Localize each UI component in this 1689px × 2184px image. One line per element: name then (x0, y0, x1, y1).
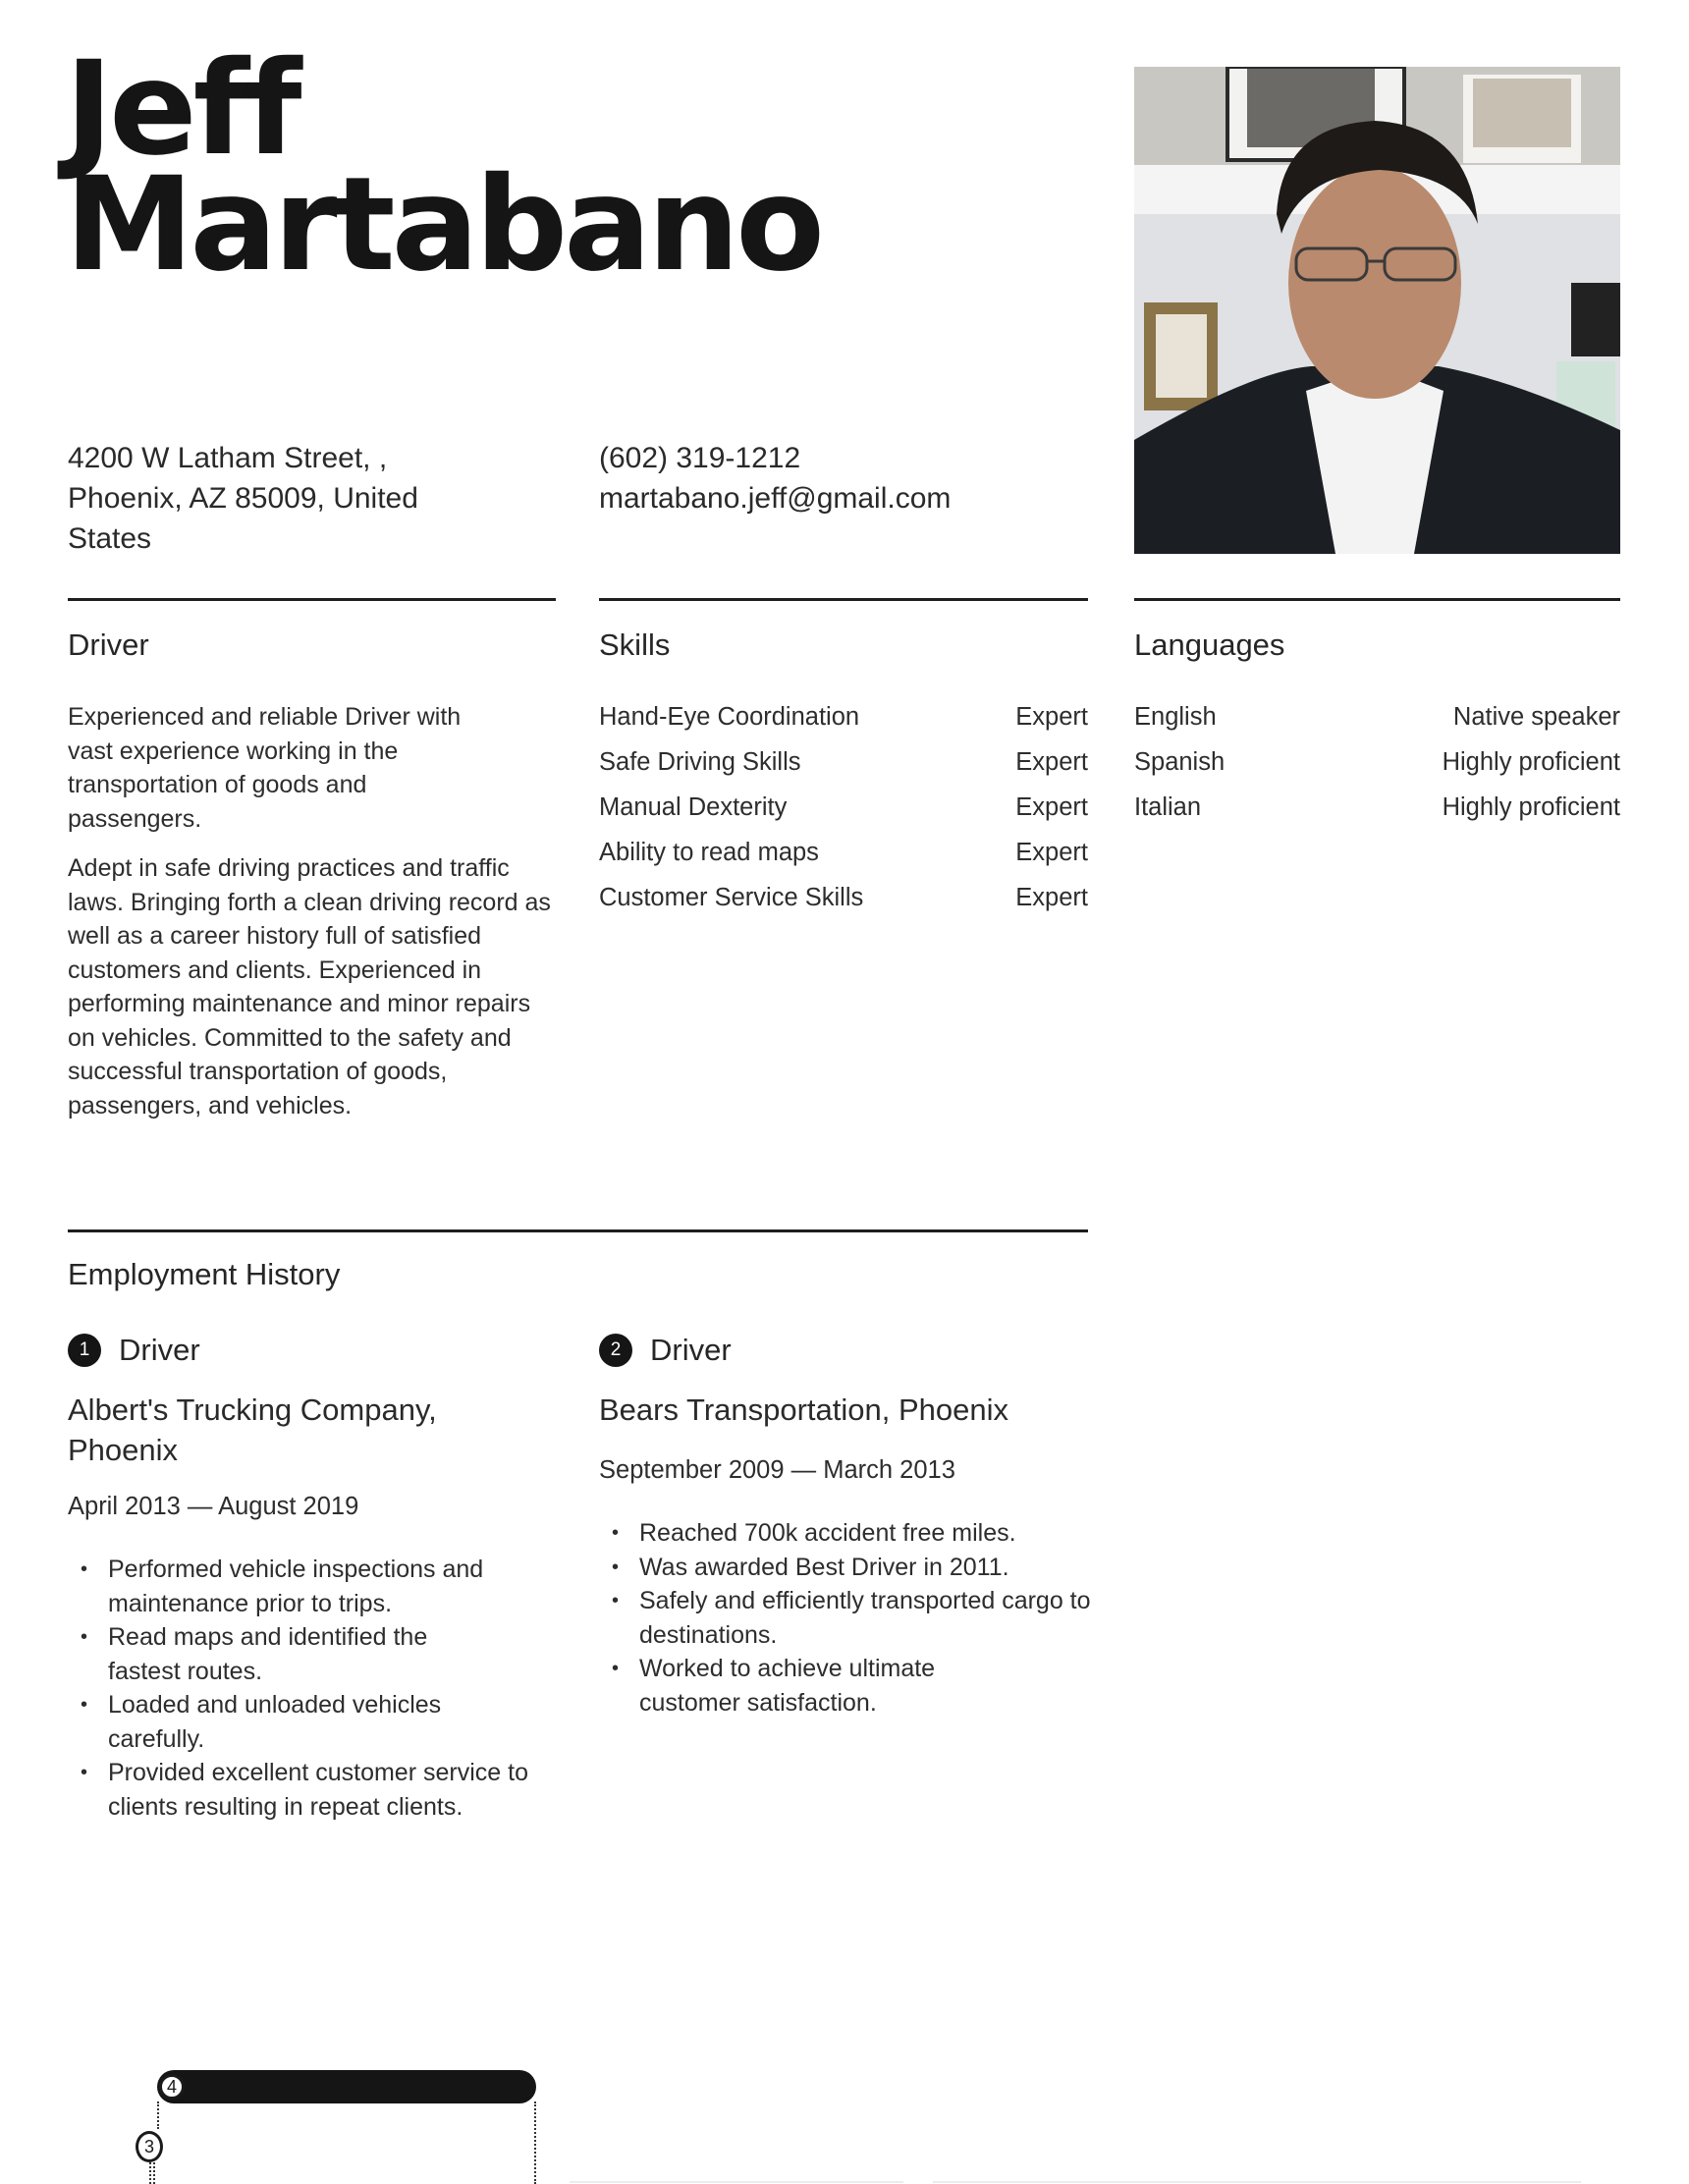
dotted-guide (153, 2162, 155, 2184)
job-bullets (68, 1553, 559, 1824)
job-title: Driver (650, 1333, 732, 1367)
section-divider (68, 1229, 1088, 1232)
highlight-bar (157, 2070, 536, 2103)
profile-photo (1134, 67, 1620, 554)
language-name: English (1134, 703, 1217, 731)
job-bullet: • Provided excellent customer service to clients resulting in repeat clients. (68, 1756, 560, 1824)
section-divider (599, 598, 1088, 601)
job-company: Bears Transportation, Phoenix (599, 1392, 1009, 1427)
profile-title: Driver (68, 628, 149, 662)
job-number-badge: 1 (68, 1334, 101, 1367)
job-title-row (599, 1331, 1090, 1370)
address-line: States (68, 522, 152, 555)
job-bullets (599, 1516, 1090, 1720)
skill-level: Expert (1015, 884, 1088, 911)
address-line: 4200 W Latham Street, , (68, 442, 388, 474)
phone-number[interactable]: (602) 319-1212 (599, 442, 801, 474)
language-name: Italian (1134, 793, 1202, 821)
job-title-row (68, 1331, 559, 1370)
job-bullet: • Safely and efficiently transported cargo to destinations. (599, 1584, 1111, 1652)
skill-row (599, 830, 1088, 875)
language-row (1134, 785, 1620, 830)
section-divider (1134, 598, 1620, 601)
language-name: Spanish (1134, 748, 1226, 776)
dotted-guide (534, 2102, 536, 2184)
skill-name: Hand-Eye Coordination (599, 703, 860, 731)
contact-info (599, 438, 1090, 519)
skills-title: Skills (599, 628, 671, 662)
job-bullet: • Was awarded Best Driver in 2011. (599, 1551, 1090, 1585)
skill-level: Expert (1015, 793, 1088, 821)
employment-title: Employment History (68, 1257, 341, 1291)
marker-4-icon: 4 (159, 2074, 185, 2100)
skill-row (599, 785, 1088, 830)
summary-paragraph: Adept in safe driving practices and traffic laws. Bringing forth a clean driving record as well as a career history full of satisfied customers and clients. Experienced in performing maintenance and minor repairs on vehicles. Committed to the safety and successful transportation of goods, passengers, and vehicles. (68, 854, 551, 1119)
job-dates: September 2009 — March 2013 (599, 1456, 955, 1484)
skill-name: Ability to read maps (599, 839, 819, 866)
skill-row (599, 875, 1088, 920)
dotted-guide (149, 2162, 151, 2184)
marker-3-icon: 3 (136, 2131, 163, 2162)
summary-paragraph: Experienced and reliable Driver with vast experience working in the transportation of goods and passengers. (68, 703, 462, 833)
section-divider (68, 598, 556, 601)
language-level: Highly proficient (1442, 748, 1620, 776)
skill-level: Expert (1015, 748, 1088, 776)
address-line: Phoenix, AZ 85009, United (68, 482, 418, 515)
address (68, 438, 559, 559)
skill-row (599, 739, 1088, 785)
faint-line (570, 2181, 903, 2183)
job-bullet: • Loaded and unloaded vehicles carefully. (68, 1688, 481, 1756)
profile-summary (68, 700, 554, 1122)
candidate-name (65, 33, 821, 300)
job-company: Albert's Trucking Company, Phoenix (68, 1392, 437, 1467)
job-title: Driver (119, 1333, 200, 1367)
job-dates: April 2013 — August 2019 (68, 1493, 359, 1520)
portrait-image (1134, 67, 1620, 554)
languages-title: Languages (1134, 628, 1285, 662)
languages-list (1134, 694, 1620, 830)
first-name: Jeff (65, 33, 299, 185)
job-bullet: • Performed vehicle inspections and maintenance prior to trips. (68, 1553, 559, 1620)
faint-line (933, 2181, 1581, 2183)
job-number-badge: 2 (599, 1334, 632, 1367)
language-level: Highly proficient (1442, 793, 1620, 821)
job-bullet: • Worked to achieve ultimate customer satisfaction. (599, 1652, 1032, 1720)
last-name: Martabano (65, 149, 821, 300)
job-bullet: • Reached 700k accident free miles. (599, 1516, 1090, 1551)
skills-list (599, 694, 1088, 920)
skill-name: Manual Dexterity (599, 793, 788, 821)
job-entry (68, 1331, 559, 1824)
skill-name: Customer Service Skills (599, 884, 864, 911)
language-row (1134, 694, 1620, 739)
skill-name: Safe Driving Skills (599, 748, 801, 776)
email-address[interactable]: martabano.jeff@gmail.com (599, 482, 952, 515)
skill-level: Expert (1015, 703, 1088, 731)
language-level: Native speaker (1452, 703, 1620, 731)
skill-row (599, 694, 1088, 739)
job-bullet: • Read maps and identified the fastest routes. (68, 1620, 481, 1688)
job-entry (599, 1331, 1090, 1720)
skill-level: Expert (1015, 839, 1088, 866)
language-row (1134, 739, 1620, 785)
dotted-guide (157, 2102, 159, 2129)
